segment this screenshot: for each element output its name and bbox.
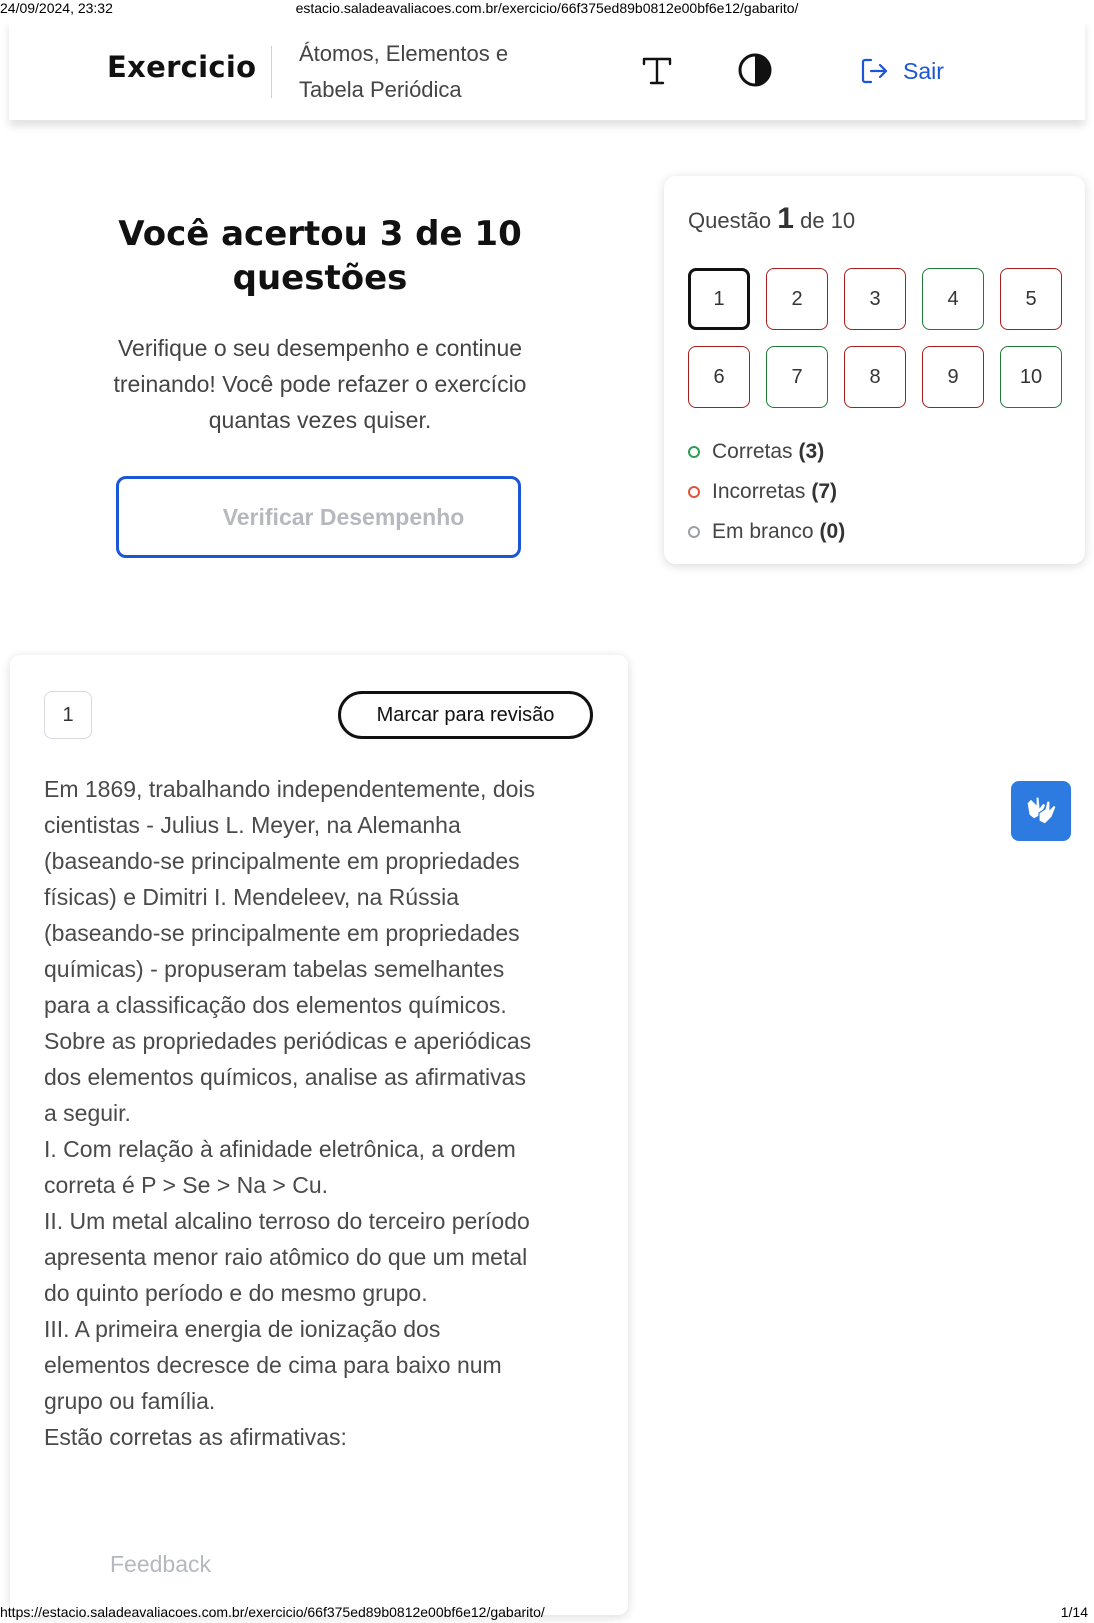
legend-dot-icon [688, 486, 700, 498]
status-legend [688, 432, 845, 552]
legend-item [688, 472, 845, 512]
question-text-line: do quinto período e do mesmo grupo. [44, 1280, 428, 1306]
question-nav-button[interactable]: 10 [1000, 346, 1062, 408]
question-nav-button[interactable]: 8 [844, 346, 906, 408]
navigator-prefix: Questão [688, 208, 772, 233]
legend-label: Em branco [712, 520, 814, 543]
feedback-label[interactable]: Feedback [110, 1551, 212, 1577]
question-text-line: (baseando-se principalmente em propriedades [44, 920, 520, 946]
legend-item [688, 512, 845, 552]
legend-label: Corretas [712, 440, 793, 463]
question-number-badge: 1 [44, 691, 92, 739]
legend-dot-icon [688, 446, 700, 458]
legend-count: (3) [798, 440, 825, 463]
question-text-line: elementos decresce de cima para baixo num [44, 1352, 502, 1378]
question-nav-button[interactable]: 5 [1000, 268, 1062, 330]
question-text-line: a seguir. [44, 1100, 131, 1126]
top-navigation-bar [9, 20, 1085, 120]
logout-label: Sair [903, 57, 944, 84]
question-text-line: cientistas - Julius L. Meyer, na Alemanha [44, 812, 461, 838]
question-text-line: químicas) - propuseram tabelas semelhantes [44, 956, 505, 982]
question-text-line: Em 1869, trabalhando independentemente, dois [44, 776, 536, 802]
topic-title-line: Átomos, Elementos e [299, 41, 509, 66]
result-title [65, 212, 575, 300]
question-text-line: dos elementos químicos, analise as afirmativas [44, 1064, 526, 1090]
text-size-icon [637, 50, 677, 90]
verify-performance-button[interactable]: Verificar Desempenho [116, 476, 521, 558]
question-text-line: II. Um metal alcalino terroso do terceiro período [44, 1208, 530, 1234]
navigator-title [688, 202, 855, 236]
result-title-line: questões [232, 258, 408, 298]
legend-label: Incorretas [712, 480, 806, 503]
question-text-line: Estão corretas as afirmativas: [44, 1424, 347, 1450]
question-nav-button[interactable]: 3 [844, 268, 906, 330]
print-header [0, 0, 1094, 18]
result-description-line: Verifique o seu desempenho e continue [117, 335, 523, 361]
question-nav-button[interactable]: 1 [688, 268, 750, 330]
print-page-number: 1/14 [1060, 1604, 1088, 1620]
result-description-line: quantas vezes quiser. [208, 407, 432, 433]
question-text-line: correta é P > Se > Na > Cu. [44, 1172, 329, 1198]
question-card [10, 655, 628, 1615]
question-text-line: apresenta menor raio atômico do que um metal [44, 1244, 528, 1270]
print-datetime: 24/09/2024, 23:32 [0, 0, 113, 16]
question-nav-button[interactable]: 7 [766, 346, 828, 408]
legend-item [688, 432, 845, 472]
result-description [75, 330, 565, 438]
navigator-total: de 10 [800, 208, 856, 233]
legend-dot-icon [688, 526, 700, 538]
text-size-button[interactable] [637, 50, 677, 90]
question-text-line: físicas) e Dimitri I. Mendeleev, na Rússia [44, 884, 459, 910]
logout-button[interactable] [859, 53, 944, 89]
vlibras-accessibility-button[interactable] [1011, 781, 1071, 841]
question-text-line: para a classificação dos elementos químicos. [44, 992, 507, 1018]
question-nav-button[interactable]: 9 [922, 346, 984, 408]
question-text-line: Sobre as propriedades periódicas e aperiódicas [44, 1028, 532, 1054]
question-grid [688, 268, 1068, 408]
question-text-line: (baseando-se principalmente em propriedades [44, 848, 520, 874]
print-url: estacio.saladeavaliacoes.com.br/exercicio/66f375ed89b0812e00bf6e12/gabarito/ [295, 0, 799, 16]
mark-for-review-button[interactable]: Marcar para revisão [338, 691, 593, 739]
question-statement [44, 771, 604, 1455]
result-title-line: Você acertou 3 de 10 [118, 214, 522, 254]
question-text-line: grupo ou família. [44, 1388, 216, 1414]
logout-icon [859, 56, 889, 86]
result-description-line: treinando! Você pode refazer o exercício [113, 371, 527, 397]
contrast-toggle-button[interactable] [735, 50, 775, 90]
question-nav-button[interactable]: 4 [922, 268, 984, 330]
question-nav-button[interactable]: 6 [688, 346, 750, 408]
print-footer [0, 1604, 1094, 1622]
question-text-line: III. A primeira energia de ionização dos [44, 1316, 441, 1342]
question-navigator [664, 176, 1085, 564]
navigator-current-number: 1 [777, 202, 794, 235]
app-brand: Exercicio [107, 50, 257, 84]
print-footer-url: https://estacio.saladeavaliacoes.com.br/exercicio/66f375ed89b0812e00bf6e12/gabarito/ [0, 1604, 545, 1620]
legend-count: (0) [819, 520, 846, 543]
sign-language-hands-icon [1021, 791, 1061, 831]
header-divider [271, 46, 272, 98]
contrast-icon [735, 50, 775, 90]
legend-count: (7) [811, 480, 838, 503]
question-text-line: I. Com relação à afinidade eletrônica, a ordem [44, 1136, 516, 1162]
exercise-topic-title [299, 36, 599, 108]
question-nav-button[interactable]: 2 [766, 268, 828, 330]
topic-title-line: Tabela Periódica [299, 77, 462, 102]
